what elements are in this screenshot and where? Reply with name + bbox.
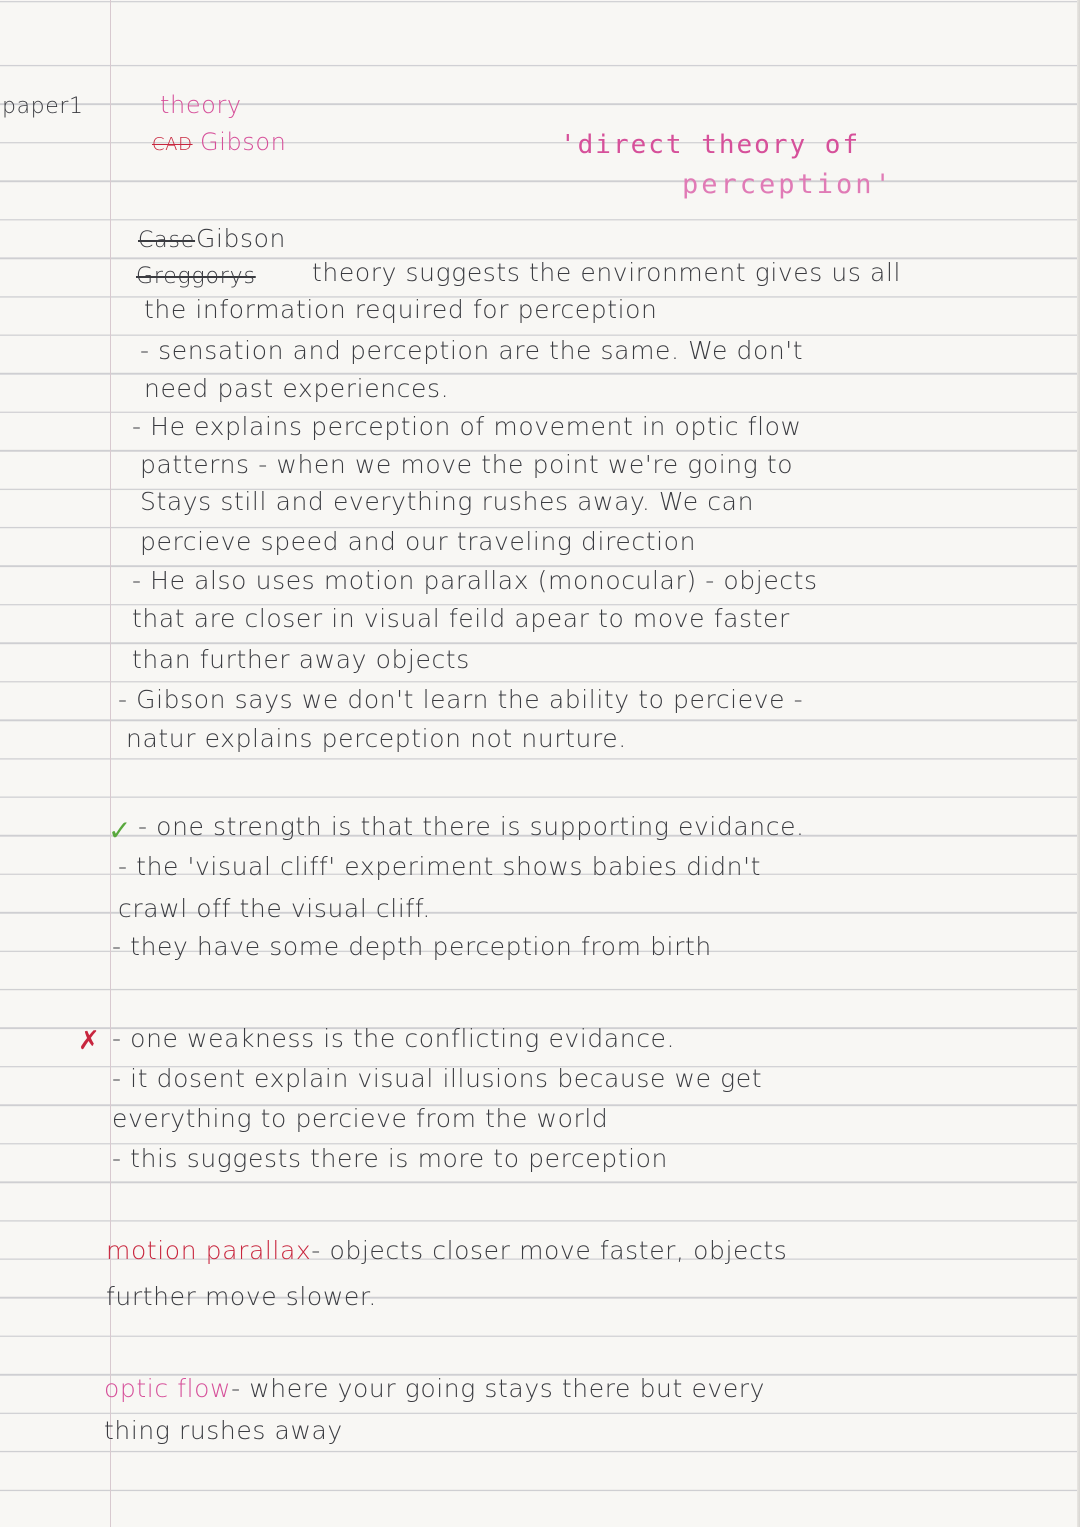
title-line-1: 'direct theory of	[560, 130, 861, 160]
definition-term: motion parallax	[106, 1236, 312, 1265]
definition-term: optic flow	[104, 1374, 232, 1403]
note-line: patterns - when we move the point we're going to	[140, 450, 794, 479]
definition-line	[106, 1236, 787, 1266]
weakness-line: - it dosent explain visual illusions because we get	[112, 1064, 763, 1093]
definition-line: thing rushes away	[104, 1416, 343, 1445]
note-line: natur explains perception not nurture.	[126, 724, 627, 753]
title-line-2: perception'	[682, 169, 894, 200]
note-line: Stays still and everything rushes away. We can	[140, 487, 755, 516]
note-line: the information required for perception	[144, 295, 658, 324]
note-line: that are closer in visual feild apear to move faster	[132, 604, 790, 633]
notes-heading: Gibson	[196, 224, 286, 253]
note-line: - He explains perception of movement in optic flow	[132, 412, 802, 441]
note-line: theory suggests the environment gives us all	[312, 258, 902, 287]
topic-label: theory	[160, 91, 242, 119]
theorist-name: Gibson	[200, 128, 287, 156]
header-scratch: CAD	[152, 134, 193, 155]
strength-line: - they have some depth perception from birth	[112, 932, 712, 961]
paper-label: paper1	[2, 94, 84, 119]
cross-icon: ✗	[78, 1026, 101, 1056]
note-line: than further away objects	[132, 645, 470, 674]
note-line: - He also uses motion parallax (monocular) - objects	[132, 566, 818, 595]
weakness-line: - one weakness is the conflicting evidance.	[112, 1024, 676, 1053]
check-icon: ✓	[108, 814, 133, 847]
heading-scratch: Case	[138, 228, 196, 253]
strength-line: crawl off the visual cliff.	[118, 894, 431, 923]
note-line: need past experiences.	[144, 374, 450, 403]
scratched-word: Greggorys	[136, 264, 256, 289]
note-line: percieve speed and our traveling direction	[140, 527, 697, 556]
note-line: - sensation and perception are the same. We don't	[140, 336, 804, 365]
strength-line: - the 'visual cliff' experiment shows babies didn't	[118, 852, 761, 881]
weakness-line: - this suggests there is more to perception	[112, 1144, 668, 1173]
definition-text: - objects closer move faster, objects	[311, 1236, 788, 1265]
weakness-line: everything to percieve from the world	[112, 1104, 609, 1133]
definition-text: - where your going stays there but every	[231, 1374, 766, 1403]
definition-line: further move slower.	[106, 1282, 377, 1311]
definition-line	[104, 1374, 765, 1404]
note-line: - Gibson says we don't learn the ability to percieve -	[118, 685, 804, 714]
strength-line: - one strength is that there is supporting evidance.	[138, 812, 805, 841]
